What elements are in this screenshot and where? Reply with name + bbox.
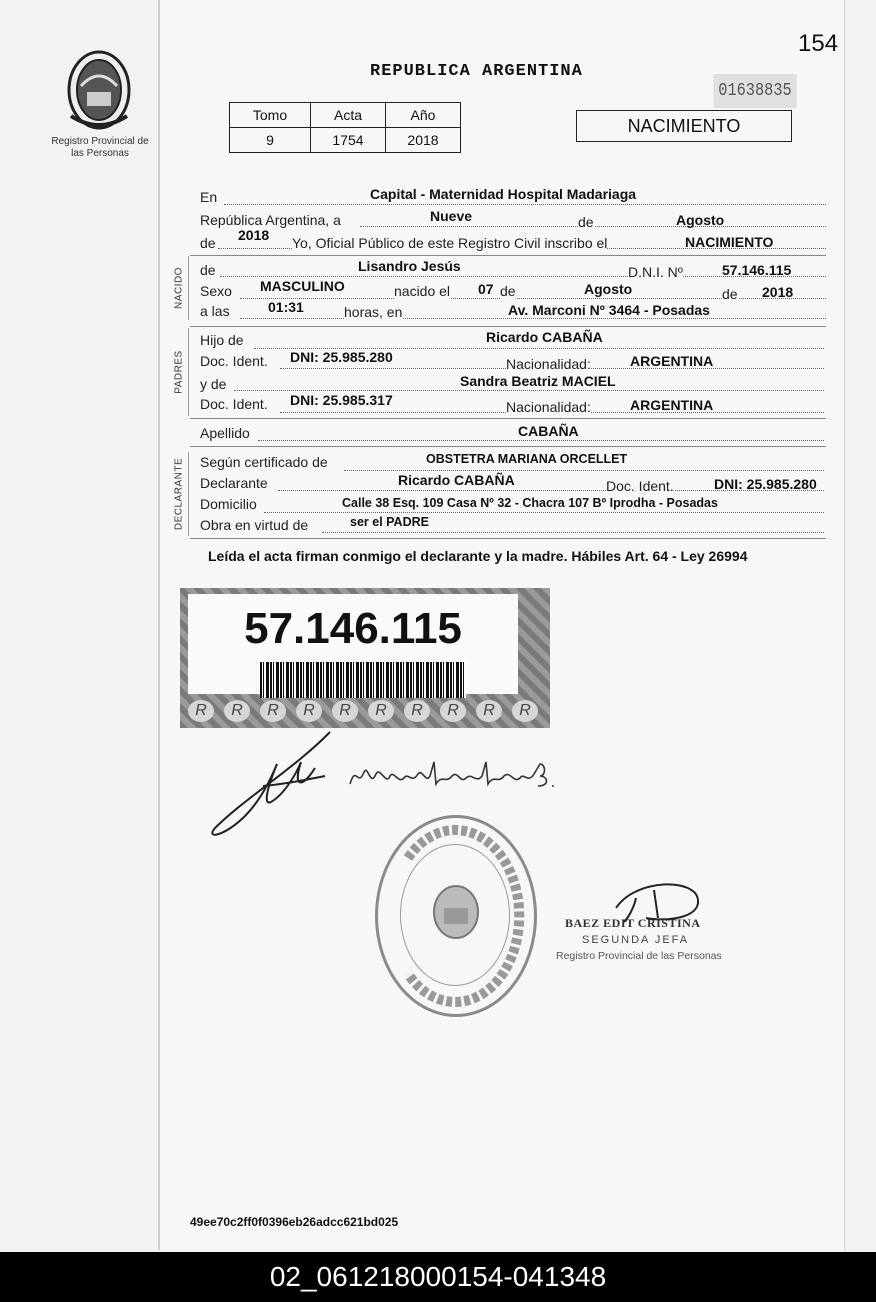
official-registry: Registro Provincial de las Personas	[556, 950, 722, 962]
birth-address-value: Av. Marconi Nº 3464 - Posadas	[508, 302, 710, 318]
document-title: REPUBLICA ARGENTINA	[370, 62, 583, 81]
mother-nationality-value: ARGENTINA	[630, 397, 714, 413]
dotted-line	[258, 440, 824, 441]
r-seal-icon: R	[224, 700, 250, 722]
certificado-value: OBSTETRA MARIANA ORCELLET	[426, 452, 628, 466]
declarante-signature	[205, 728, 335, 840]
domicilio-label: Domicilio	[200, 496, 257, 512]
official-role: SEGUNDA JEFA	[582, 934, 690, 946]
horas-en-label: horas, en	[344, 304, 403, 320]
domicilio-value: Calle 38 Esq. 109 Casa Nº 32 - Chacra 107 Bº Iprodha - Posadas	[342, 496, 718, 510]
dotted-line	[264, 512, 824, 513]
r-seal-icon: R	[512, 700, 538, 722]
r-seal-icon: R	[188, 700, 214, 722]
r-seal-icon: R	[332, 700, 358, 722]
birth-day-value: 07	[478, 281, 494, 297]
apellido-label: Apellido	[200, 425, 250, 441]
obra-value: ser el PADRE	[350, 515, 429, 529]
father-doc-label: Doc. Ident.	[200, 353, 268, 369]
dotted-line	[240, 298, 826, 299]
segun-label: Según certificado de	[200, 454, 328, 470]
de-label: de	[578, 214, 594, 230]
apellido-value: CABAÑA	[518, 423, 579, 439]
tomo-value: 9	[230, 128, 311, 153]
nacido-section-tab: NACIDO	[170, 256, 189, 320]
province-crest-icon	[63, 46, 135, 132]
inscribo-label: Yo, Oficial Público de este Registro Civil inscribo el	[292, 235, 608, 251]
mother-nationality-label: Nacionalidad:	[506, 399, 591, 415]
obra-label: Obra en virtud de	[200, 517, 309, 533]
sexo-value: MASCULINO	[260, 278, 345, 294]
dotted-line	[240, 318, 826, 319]
acta-header: Acta	[311, 103, 386, 128]
serial-number: 01638835	[713, 74, 796, 108]
nacido-el-label: nacido el	[394, 283, 451, 299]
father-name-value: Ricardo CABAÑA	[486, 329, 603, 345]
dotted-line	[224, 204, 826, 205]
de-label: de	[500, 283, 516, 299]
section-divider	[190, 255, 826, 256]
page-number: 154	[798, 30, 839, 57]
seal-crest-icon	[430, 884, 482, 940]
time-value: 01:31	[268, 299, 304, 315]
r-seal-icon: R	[476, 700, 502, 722]
mother-doc-label: Doc. Ident.	[200, 396, 268, 412]
place-value: Capital - Maternidad Hospital Madariaga	[370, 186, 637, 202]
dotted-line	[344, 470, 824, 471]
dni-sticker	[180, 588, 550, 728]
dotted-line	[322, 532, 824, 533]
father-nationality-value: ARGENTINA	[630, 353, 714, 369]
r-seal-icon: R	[368, 700, 394, 722]
declarante-value: Ricardo CABAÑA	[398, 472, 515, 488]
mother-doc-value: DNI: 25.985.317	[290, 392, 393, 408]
birth-month-value: Agosto	[584, 281, 633, 297]
r-seal-icon: R	[404, 700, 430, 722]
anio-header: Año	[386, 103, 461, 128]
de-label: de	[722, 286, 738, 302]
document-hash: 49ee70c2ff0f0396eb26adcc621bd025	[190, 1215, 399, 1229]
en-label: En	[200, 189, 218, 205]
tomo-acta-table	[229, 102, 461, 153]
r-seal-icon: R	[440, 700, 466, 722]
declarante-label: Declarante	[200, 475, 268, 491]
dotted-line	[234, 390, 824, 391]
section-divider	[190, 538, 826, 539]
official-name: BAEZ EDIT CRISTINA	[565, 916, 701, 930]
tomo-header: Tomo	[230, 103, 311, 128]
birth-year-value: 2018	[762, 284, 794, 300]
sticker-label	[188, 594, 518, 694]
father-doc-value: DNI: 25.985.280	[290, 349, 393, 365]
child-name-value: Lisandro Jesús	[358, 258, 461, 274]
sticker-pattern	[188, 700, 550, 724]
father-nationality-label: Nacionalidad:	[506, 356, 591, 372]
footer-id-bar: 02_061218000154-041348	[0, 1252, 876, 1302]
acta-value: 1754	[311, 128, 386, 153]
sexo-label: Sexo	[200, 283, 232, 299]
dni-label: D.N.I. Nº	[628, 264, 683, 280]
r-seal-icon: R	[296, 700, 322, 722]
anio-value: 2018	[386, 128, 461, 153]
registry-name: Registro Provincial de las Personas	[51, 136, 149, 159]
year-value: 2018	[238, 227, 270, 243]
republica-label: República Argentina, a	[200, 212, 341, 228]
declarante-section-tab: DECLARANTE	[170, 452, 189, 536]
r-seal-icon: R	[260, 700, 286, 722]
padres-section-tab: PADRES	[170, 328, 189, 416]
barcode-icon	[260, 662, 466, 698]
y-de-label: y de	[200, 376, 227, 392]
nacido-de-label: de	[200, 262, 216, 278]
child-dni-value: 57.146.115	[722, 262, 792, 278]
sticker-dni-number: 57.146.115	[244, 604, 462, 653]
day-value: Nueve	[430, 208, 473, 224]
mother-name-value: Sandra Beatriz MACIEL	[460, 373, 616, 389]
declarante-doc-value: DNI: 25.985.280	[714, 476, 817, 492]
document-type-box: NACIMIENTO	[576, 110, 792, 142]
section-divider	[190, 446, 826, 447]
hijo-de-label: Hijo de	[200, 332, 244, 348]
mother-signature	[346, 758, 576, 798]
section-divider	[190, 418, 826, 419]
a-las-label: a las	[200, 303, 230, 319]
section-divider	[190, 326, 826, 327]
official-seal	[375, 815, 537, 1017]
declarante-doc-label: Doc. Ident.	[606, 478, 674, 494]
de2-label: de	[200, 235, 216, 251]
closing-statement: Leída el acta firman conmigo el declarante y la madre. Hábiles Art. 64 - Ley 26994	[208, 548, 748, 564]
month-value: Agosto	[676, 212, 725, 228]
act-type-value: NACIMIENTO	[685, 234, 774, 250]
